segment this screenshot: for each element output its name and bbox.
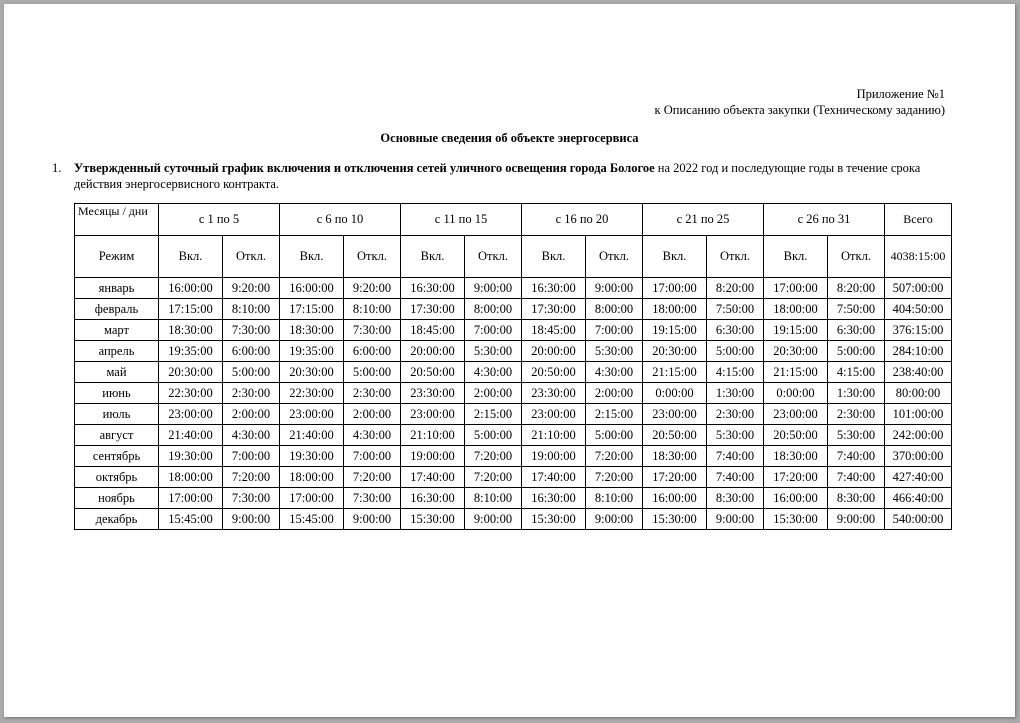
table-row (75, 509, 952, 530)
off-time-cell: 9:20:00 (344, 278, 401, 299)
on-time-cell: 17:20:00 (643, 467, 707, 488)
on-time-cell: 21:40:00 (280, 425, 344, 446)
off-time-cell: 5:30:00 (586, 341, 643, 362)
on-time-cell: 15:30:00 (643, 509, 707, 530)
off-time-cell: 5:30:00 (707, 425, 764, 446)
month-cell: август (75, 425, 159, 446)
list-item-rest-text: на 2022 год и последующие годы в течение срока действия энергосервисного контракта. (74, 161, 921, 191)
on-time-cell: 19:35:00 (159, 341, 223, 362)
off-time-cell: 9:00:00 (586, 509, 643, 530)
off-time-cell: 6:30:00 (828, 320, 885, 341)
off-time-cell: 8:10:00 (223, 299, 280, 320)
off-time-cell: 5:30:00 (465, 341, 522, 362)
on-time-cell: 22:30:00 (280, 383, 344, 404)
off-time-cell: 7:20:00 (465, 446, 522, 467)
off-time-cell: 7:40:00 (707, 446, 764, 467)
on-time-cell: 23:30:00 (401, 383, 465, 404)
on-time-cell: 15:30:00 (401, 509, 465, 530)
off-time-cell: 9:00:00 (828, 509, 885, 530)
off-header: Откл. (707, 236, 764, 278)
off-time-cell: 5:30:00 (828, 425, 885, 446)
on-time-cell: 20:50:00 (401, 362, 465, 383)
on-time-cell: 15:45:00 (159, 509, 223, 530)
on-time-cell: 18:45:00 (401, 320, 465, 341)
table-row (75, 341, 952, 362)
off-time-cell: 8:20:00 (828, 278, 885, 299)
off-time-cell: 9:00:00 (223, 509, 280, 530)
on-time-cell: 16:00:00 (159, 278, 223, 299)
on-time-cell: 18:30:00 (764, 446, 828, 467)
off-time-cell: 7:30:00 (223, 488, 280, 509)
on-time-cell: 16:30:00 (522, 278, 586, 299)
on-time-cell: 18:00:00 (643, 299, 707, 320)
annex-subtitle: к Описанию объекта закупки (Техническому заданию) (654, 103, 945, 117)
on-time-cell: 20:00:00 (522, 341, 586, 362)
on-time-cell: 16:30:00 (401, 278, 465, 299)
month-cell: июль (75, 404, 159, 425)
period-header: с 26 по 31 (764, 204, 885, 236)
off-time-cell: 5:00:00 (344, 362, 401, 383)
on-time-cell: 21:10:00 (401, 425, 465, 446)
off-time-cell: 4:30:00 (344, 425, 401, 446)
off-time-cell: 7:20:00 (586, 446, 643, 467)
on-time-cell: 17:20:00 (764, 467, 828, 488)
table-header-row (75, 204, 952, 236)
off-time-cell: 6:00:00 (223, 341, 280, 362)
off-time-cell: 5:00:00 (223, 362, 280, 383)
total-cell: 101:00:00 (885, 404, 952, 425)
off-time-cell: 4:30:00 (223, 425, 280, 446)
off-time-cell: 2:00:00 (465, 383, 522, 404)
off-time-cell: 9:00:00 (707, 509, 764, 530)
off-time-cell: 7:50:00 (828, 299, 885, 320)
month-cell: февраль (75, 299, 159, 320)
period-header: с 16 по 20 (522, 204, 643, 236)
off-time-cell: 8:30:00 (707, 488, 764, 509)
on-time-cell: 21:15:00 (643, 362, 707, 383)
off-header: Откл. (344, 236, 401, 278)
month-cell: апрель (75, 341, 159, 362)
table-row (75, 383, 952, 404)
month-cell: июнь (75, 383, 159, 404)
on-time-cell: 20:50:00 (764, 425, 828, 446)
off-time-cell: 9:00:00 (465, 509, 522, 530)
on-time-cell: 23:00:00 (643, 404, 707, 425)
on-time-cell: 18:30:00 (643, 446, 707, 467)
off-time-cell: 8:10:00 (586, 488, 643, 509)
off-time-cell: 5:00:00 (828, 341, 885, 362)
off-time-cell: 7:50:00 (707, 299, 764, 320)
off-time-cell: 2:30:00 (707, 404, 764, 425)
table-row (75, 320, 952, 341)
on-time-cell: 23:30:00 (522, 383, 586, 404)
off-time-cell: 1:30:00 (707, 383, 764, 404)
on-header: Вкл. (401, 236, 465, 278)
off-time-cell: 5:00:00 (465, 425, 522, 446)
on-time-cell: 19:00:00 (401, 446, 465, 467)
off-time-cell: 7:00:00 (465, 320, 522, 341)
on-time-cell: 20:30:00 (280, 362, 344, 383)
on-time-cell: 18:45:00 (522, 320, 586, 341)
on-time-cell: 21:40:00 (159, 425, 223, 446)
off-time-cell: 7:00:00 (344, 446, 401, 467)
on-time-cell: 17:00:00 (159, 488, 223, 509)
on-time-cell: 20:00:00 (401, 341, 465, 362)
total-cell: 376:15:00 (885, 320, 952, 341)
on-time-cell: 20:50:00 (643, 425, 707, 446)
month-cell: май (75, 362, 159, 383)
on-time-cell: 17:40:00 (522, 467, 586, 488)
off-header: Откл. (828, 236, 885, 278)
off-time-cell: 7:20:00 (344, 467, 401, 488)
off-header: Откл. (223, 236, 280, 278)
off-time-cell: 8:10:00 (344, 299, 401, 320)
off-time-cell: 7:30:00 (344, 320, 401, 341)
list-item-text (74, 160, 947, 192)
on-time-cell: 19:35:00 (280, 341, 344, 362)
total-cell: 466:40:00 (885, 488, 952, 509)
on-time-cell: 15:30:00 (764, 509, 828, 530)
on-time-cell: 17:15:00 (159, 299, 223, 320)
on-time-cell: 19:00:00 (522, 446, 586, 467)
total-cell: 238:40:00 (885, 362, 952, 383)
off-time-cell: 2:00:00 (223, 404, 280, 425)
period-header: с 21 по 25 (643, 204, 764, 236)
month-cell: октябрь (75, 467, 159, 488)
on-time-cell: 23:00:00 (764, 404, 828, 425)
on-time-cell: 23:00:00 (159, 404, 223, 425)
period-header: с 11 по 15 (401, 204, 522, 236)
off-time-cell: 6:30:00 (707, 320, 764, 341)
total-cell: 507:00:00 (885, 278, 952, 299)
on-time-cell: 15:30:00 (522, 509, 586, 530)
off-time-cell: 7:40:00 (828, 467, 885, 488)
month-cell: сентябрь (75, 446, 159, 467)
table-row (75, 488, 952, 509)
on-time-cell: 15:45:00 (280, 509, 344, 530)
off-time-cell: 4:30:00 (586, 362, 643, 383)
off-time-cell: 4:15:00 (828, 362, 885, 383)
document-page (4, 4, 1015, 717)
off-time-cell: 7:20:00 (586, 467, 643, 488)
off-time-cell: 8:00:00 (586, 299, 643, 320)
off-time-cell: 8:20:00 (707, 278, 764, 299)
period-header: с 1 по 5 (159, 204, 280, 236)
table-row (75, 362, 952, 383)
off-time-cell: 7:40:00 (707, 467, 764, 488)
list-item (52, 160, 947, 192)
off-time-cell: 7:00:00 (223, 446, 280, 467)
off-time-cell: 5:00:00 (586, 425, 643, 446)
list-item-bold-text: Утвержденный суточный график включения и отключения сетей уличного освещения города Бологое (74, 161, 655, 175)
on-time-cell: 16:00:00 (280, 278, 344, 299)
off-time-cell: 7:40:00 (828, 446, 885, 467)
off-time-cell: 7:30:00 (344, 488, 401, 509)
off-time-cell: 2:15:00 (586, 404, 643, 425)
total-cell: 404:50:00 (885, 299, 952, 320)
on-time-cell: 20:30:00 (643, 341, 707, 362)
month-cell: март (75, 320, 159, 341)
total-cell: 80:00:00 (885, 383, 952, 404)
on-time-cell: 0:00:00 (764, 383, 828, 404)
total-cell: 370:00:00 (885, 446, 952, 467)
on-time-cell: 18:00:00 (280, 467, 344, 488)
on-time-cell: 18:00:00 (764, 299, 828, 320)
on-time-cell: 17:00:00 (280, 488, 344, 509)
off-time-cell: 9:00:00 (344, 509, 401, 530)
period-header: с 6 по 10 (280, 204, 401, 236)
list-item-number: 1. (52, 161, 62, 175)
off-time-cell: 8:30:00 (828, 488, 885, 509)
on-time-cell: 18:00:00 (159, 467, 223, 488)
annex-title: Приложение №1 (856, 87, 945, 101)
on-header: Вкл. (522, 236, 586, 278)
off-time-cell: 4:15:00 (707, 362, 764, 383)
off-time-cell: 1:30:00 (828, 383, 885, 404)
total-header: Всего (885, 204, 952, 236)
on-time-cell: 19:30:00 (159, 446, 223, 467)
mode-header: Режим (75, 236, 159, 278)
table-row (75, 446, 952, 467)
on-time-cell: 17:30:00 (522, 299, 586, 320)
off-time-cell: 2:00:00 (344, 404, 401, 425)
off-time-cell: 8:10:00 (465, 488, 522, 509)
off-time-cell: 9:00:00 (465, 278, 522, 299)
off-time-cell: 7:20:00 (223, 467, 280, 488)
on-time-cell: 18:30:00 (159, 320, 223, 341)
schedule-table (74, 203, 952, 530)
on-time-cell: 20:30:00 (764, 341, 828, 362)
off-time-cell: 7:20:00 (465, 467, 522, 488)
off-time-cell: 2:30:00 (223, 383, 280, 404)
on-time-cell: 18:30:00 (280, 320, 344, 341)
on-time-cell: 19:15:00 (764, 320, 828, 341)
on-header: Вкл. (280, 236, 344, 278)
on-time-cell: 17:30:00 (401, 299, 465, 320)
table-row (75, 404, 952, 425)
off-time-cell: 2:15:00 (465, 404, 522, 425)
off-time-cell: 2:30:00 (344, 383, 401, 404)
document-heading: Основные сведения об объекте энергосервиса (380, 131, 639, 145)
on-time-cell: 20:50:00 (522, 362, 586, 383)
off-time-cell: 2:00:00 (586, 383, 643, 404)
off-header: Откл. (586, 236, 643, 278)
on-header: Вкл. (764, 236, 828, 278)
off-time-cell: 4:30:00 (465, 362, 522, 383)
on-time-cell: 17:00:00 (764, 278, 828, 299)
total-cell: 540:00:00 (885, 509, 952, 530)
off-header: Откл. (465, 236, 522, 278)
on-time-cell: 17:40:00 (401, 467, 465, 488)
on-time-cell: 16:00:00 (764, 488, 828, 509)
off-time-cell: 7:30:00 (223, 320, 280, 341)
table-subheader-row (75, 236, 952, 278)
on-time-cell: 16:30:00 (522, 488, 586, 509)
grand-total: 4038:15:00 (885, 236, 952, 278)
on-time-cell: 0:00:00 (643, 383, 707, 404)
off-time-cell: 2:30:00 (828, 404, 885, 425)
total-cell: 284:10:00 (885, 341, 952, 362)
off-time-cell: 8:00:00 (465, 299, 522, 320)
on-time-cell: 22:30:00 (159, 383, 223, 404)
on-time-cell: 19:30:00 (280, 446, 344, 467)
on-time-cell: 23:00:00 (522, 404, 586, 425)
off-time-cell: 7:00:00 (586, 320, 643, 341)
table-row (75, 278, 952, 299)
total-cell: 242:00:00 (885, 425, 952, 446)
month-cell: ноябрь (75, 488, 159, 509)
month-cell: январь (75, 278, 159, 299)
on-time-cell: 23:00:00 (401, 404, 465, 425)
on-header: Вкл. (159, 236, 223, 278)
on-time-cell: 16:00:00 (643, 488, 707, 509)
on-time-cell: 23:00:00 (280, 404, 344, 425)
on-time-cell: 17:15:00 (280, 299, 344, 320)
on-time-cell: 17:00:00 (643, 278, 707, 299)
table-row (75, 425, 952, 446)
off-time-cell: 6:00:00 (344, 341, 401, 362)
month-cell: декабрь (75, 509, 159, 530)
table-row (75, 299, 952, 320)
off-time-cell: 5:00:00 (707, 341, 764, 362)
on-time-cell: 21:15:00 (764, 362, 828, 383)
off-time-cell: 9:00:00 (586, 278, 643, 299)
on-header: Вкл. (643, 236, 707, 278)
on-time-cell: 21:10:00 (522, 425, 586, 446)
on-time-cell: 20:30:00 (159, 362, 223, 383)
on-time-cell: 16:30:00 (401, 488, 465, 509)
table-row (75, 467, 952, 488)
off-time-cell: 9:20:00 (223, 278, 280, 299)
on-time-cell: 19:15:00 (643, 320, 707, 341)
corner-header: Месяцы / дни (75, 204, 159, 236)
total-cell: 427:40:00 (885, 467, 952, 488)
annex-block (655, 86, 945, 118)
